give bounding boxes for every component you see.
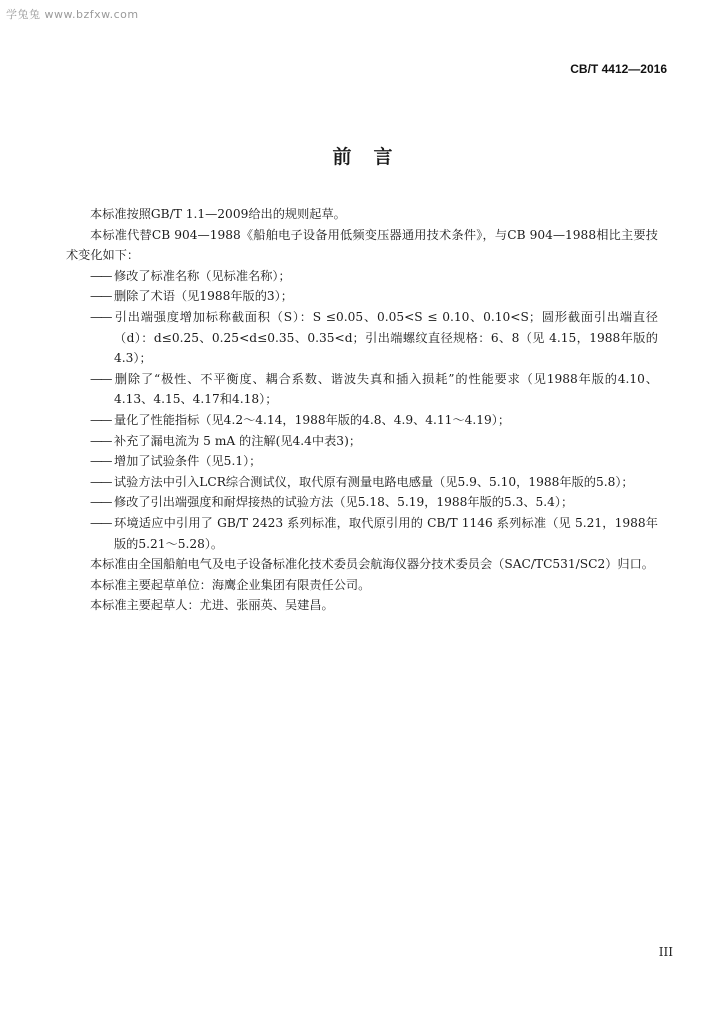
- standard-code: CB/T 4412—2016: [570, 62, 667, 76]
- change-item: [66, 410, 658, 431]
- change-item: [66, 451, 658, 472]
- closing-paragraph: 本标准主要起草单位：海鹰企业集团有限责任公司。: [90, 577, 371, 592]
- intro-paragraph: 本标准按照GB/T 1.1—2009给出的规则起草。: [90, 207, 346, 221]
- page-title: 前言: [332, 146, 415, 168]
- dash-marker: ——: [90, 433, 111, 448]
- change-item-text: 引出端强度增加标称截面积（S）：S ≤0.05、0.05<S ≤ 0.10、0.10<S；圆形截面引出端直径（d）：d≤0.25、0.25<d≤0.35、0.35<d；引出端螺纹直径规格：6、8（见 4.15，1988年版的4.3）；: [114, 309, 658, 366]
- change-item: [66, 492, 658, 513]
- foreword-body: [66, 204, 658, 616]
- change-item: [66, 369, 658, 410]
- dash-marker: ——: [90, 412, 111, 427]
- change-item-text: 环境适应中引用了 GB/T 2423 系列标准，取代原引用的 CB/T 1146 系列标准（见 5.21，1988年版的5.21～5.28）。: [114, 515, 658, 551]
- change-item-text: 删除了术语（见1988年版的3）；: [114, 289, 293, 304]
- dash-marker: ——: [90, 268, 111, 283]
- dash-marker: ——: [90, 309, 111, 324]
- change-item-text: 量化了性能指标（见4.2～4.14，1988年版的4.8、4.9、4.11～4.19）；: [114, 412, 511, 427]
- dash-marker: ——: [90, 371, 111, 386]
- change-item-text: 试验方法中引入LCR综合测试仪，取代原有测量电路电感量（见5.9、5.10，1988年版的5.8）；: [114, 474, 634, 489]
- change-item-text: 增加了试验条件（见5.1）；: [114, 454, 262, 469]
- change-item-text: 修改了引出端强度和耐焊接热的试验方法（见5.18、5.19，1988年版的5.3、5.4）；: [114, 495, 574, 510]
- change-item: [66, 513, 658, 554]
- dash-marker: ——: [90, 289, 111, 304]
- page-number: III: [658, 945, 673, 959]
- dash-marker: ——: [90, 495, 111, 510]
- change-item-text: 删除了“极性、不平衡度、耦合系数、谐波失真和插入损耗”的性能要求（见1988年版的4.10、4.13、4.15、4.17和4.18）；: [114, 371, 658, 407]
- change-item-text: 修改了标准名称（见标准名称）；: [114, 268, 291, 283]
- closing-paragraph: 本标准主要起草人：尤进、张丽英、吴建昌。: [90, 598, 334, 613]
- change-item: [66, 307, 658, 369]
- change-item: [66, 472, 658, 493]
- watermark: 学兔兔 www.bzfxw.com: [6, 8, 139, 21]
- dash-marker: ——: [90, 454, 111, 469]
- intro-paragraph: 本标准代替CB 904—1988《船舶电子设备用低频变压器通用技术条件》，与CB 904—1988相比主要技术变化如下：: [66, 227, 658, 263]
- dash-marker: ——: [90, 474, 111, 489]
- change-item: [66, 266, 658, 287]
- dash-marker: ——: [90, 515, 111, 530]
- closing-paragraph: 本标准由全国船舶电气及电子设备标准化技术委员会航海仪器分技术委员会（SAC/TC531/SC2）归口。: [90, 557, 654, 572]
- change-item-text: 补充了漏电流为 5 mA 的注解(见4.4中表3)；: [114, 433, 362, 448]
- change-item: [66, 286, 658, 307]
- change-item: [66, 431, 658, 452]
